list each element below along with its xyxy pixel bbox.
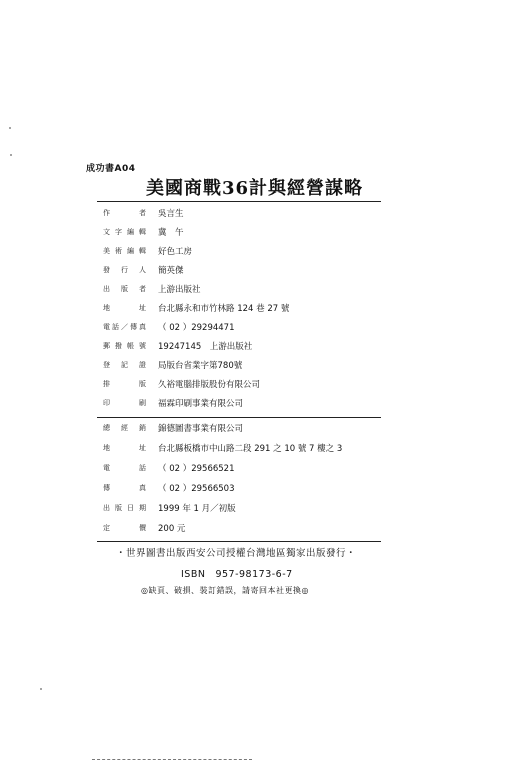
row-label: 排 版 xyxy=(103,380,146,388)
scan-speck xyxy=(10,154,12,156)
section-divider xyxy=(97,417,381,418)
detail-row-postal-account xyxy=(103,339,252,353)
row-value: 19247145 上游出版社 xyxy=(158,342,253,352)
row-label: 地 址 xyxy=(103,304,146,312)
row-value: 台北縣板橋市中山路二段 291 之 10 號 7 樓之 3 xyxy=(158,444,343,454)
row-label: 美 術 編 輯 xyxy=(103,247,146,255)
row-value: 上游出版社 xyxy=(158,285,201,295)
row-label: 地 址 xyxy=(103,444,146,452)
row-label: 定 價 xyxy=(103,524,146,532)
book-title: 美國商戰36計與經營謀略 xyxy=(146,178,364,199)
row-value: 久裕電腦排版股份有限公司 xyxy=(158,380,261,390)
row-label: 電 話 ／ 傳 真 xyxy=(103,323,146,331)
row-value: 吳言生 xyxy=(158,209,184,219)
scan-speck xyxy=(40,688,42,690)
detail-row-registration xyxy=(103,358,242,372)
row-value: 錦德圖書事業有限公司 xyxy=(158,424,244,434)
row-value: 局版台省業字第780號 xyxy=(158,361,243,371)
isbn: ISBN 957-98173-6-7 xyxy=(181,569,293,580)
row-label: 印 刷 xyxy=(103,399,146,407)
footer-rule xyxy=(97,541,381,542)
detail-row-typesetting xyxy=(103,377,260,391)
row-value: 好色工房 xyxy=(158,247,193,257)
scan-dashed-mark xyxy=(92,759,252,760)
detail-row-printing xyxy=(103,396,243,410)
scan-speck xyxy=(9,127,11,129)
row-label: 郵 撥 帳 號 xyxy=(103,342,146,350)
row-value: （ 02 ）29566503 xyxy=(158,484,235,494)
detail-row-phone-fax xyxy=(103,320,234,334)
detail-row-price xyxy=(103,521,185,535)
row-label: 出 版 者 xyxy=(103,285,146,293)
row-label: 作 者 xyxy=(103,209,146,217)
row-value: （ 02 ）29566521 xyxy=(158,464,235,474)
row-label: 出 版 日 期 xyxy=(103,504,146,512)
detail-row-author xyxy=(103,206,184,220)
row-value: 200 元 xyxy=(158,524,186,534)
detail-row-publisher xyxy=(103,282,201,296)
row-value: 冀 午 xyxy=(158,228,184,238)
detail-row-distributor-fax xyxy=(103,481,234,495)
series-code: 成功書A04 xyxy=(86,164,136,174)
row-value: 簡英傑 xyxy=(158,266,184,276)
detail-row-art-editor xyxy=(103,244,192,258)
detail-row-distributor xyxy=(103,421,243,435)
row-label: 傳 真 xyxy=(103,484,146,492)
distribution-details xyxy=(103,421,393,539)
return-notice: ◎缺頁、破損、裝訂錯誤，請寄回本社更換◎ xyxy=(141,586,309,595)
row-value: 1999 年 1 月／初版 xyxy=(158,504,236,514)
row-label: 電 話 xyxy=(103,464,146,472)
license-statement: ・世界圖書出版西安公司授權台灣地區獨家出版發行・ xyxy=(116,548,357,559)
detail-row-distributor-address xyxy=(103,441,342,455)
detail-row-publisher-person xyxy=(103,263,184,277)
row-value: 台北縣永和市竹林路 124 巷 27 號 xyxy=(158,304,290,314)
detail-row-address xyxy=(103,301,289,315)
row-label: 總 經 銷 xyxy=(103,424,146,432)
detail-row-distributor-phone xyxy=(103,461,234,475)
title-rule xyxy=(97,201,381,202)
publication-details xyxy=(103,206,393,412)
row-label: 發 行 人 xyxy=(103,266,146,274)
row-label: 文 字 編 輯 xyxy=(103,228,146,236)
row-label: 登 記 證 xyxy=(103,361,146,369)
row-value: （ 02 ）29294471 xyxy=(158,323,235,333)
detail-row-text-editor xyxy=(103,225,184,239)
row-value: 福霖印刷事業有限公司 xyxy=(158,399,244,409)
detail-row-publication-date xyxy=(103,501,236,515)
